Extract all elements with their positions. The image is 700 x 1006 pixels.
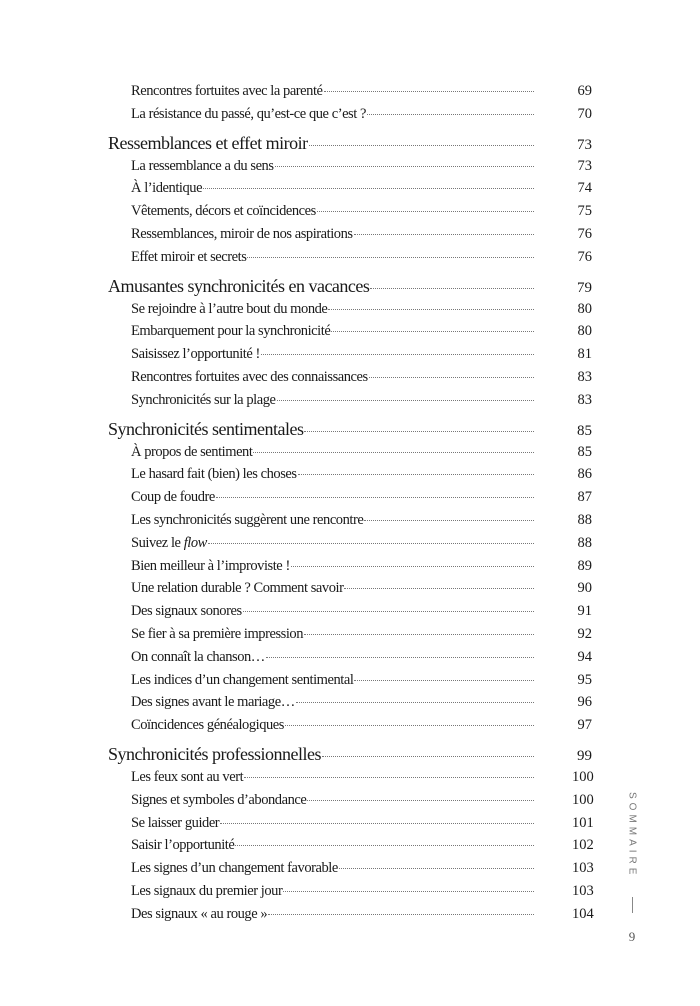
- entry-page: 103: [572, 860, 594, 877]
- toc-entry: [108, 815, 592, 838]
- divider: [632, 897, 633, 913]
- toc-entry: [108, 694, 592, 717]
- entry-title: [131, 883, 282, 900]
- entry-title-text: À l’identique: [131, 180, 203, 197]
- entry-title: [131, 226, 353, 243]
- entry-title-text: Rencontres fortuites avec des connaissances: [131, 368, 368, 385]
- entry-title: [131, 346, 260, 363]
- entry-page: 100: [572, 791, 594, 808]
- entry-title-text: À propos de sentiment: [131, 443, 253, 460]
- entry-title-text: Des signaux « au rouge »: [131, 905, 268, 922]
- entry-title: [131, 626, 303, 643]
- entry-title-text: Signes et symboles d’abondance: [131, 791, 307, 808]
- entry-title-text: La résistance du passé, qu’est-ce que c’est ?: [131, 105, 366, 122]
- entry-title: [131, 860, 338, 877]
- entry-title-text: Les signes d’un changement favorable: [131, 860, 338, 877]
- entry-title: [131, 180, 202, 197]
- dot-leader: [253, 452, 534, 453]
- entry-title-text: Amusantes synchronicités en vacances: [108, 275, 370, 296]
- entry-title: [131, 392, 276, 409]
- entry-title: [131, 672, 353, 689]
- entry-title: [131, 444, 252, 461]
- dot-leader: [285, 725, 534, 726]
- toc-entry: [108, 769, 592, 792]
- entry-page: 75: [577, 203, 592, 220]
- entry-title-text: La ressemblance a du sens: [131, 157, 274, 174]
- table-of-contents: [108, 83, 592, 929]
- dot-leader: [354, 680, 534, 681]
- entry-page: 76: [577, 248, 592, 265]
- entry-title: [131, 906, 267, 923]
- toc-entry: [108, 860, 592, 883]
- entry-title-text: Se fier à sa première impression: [131, 625, 304, 642]
- toc-entry: [108, 466, 592, 489]
- dot-leader: [283, 891, 534, 892]
- entry-page: 97: [577, 717, 592, 734]
- entry-title: [108, 419, 303, 440]
- entry-title: [131, 106, 366, 123]
- entry-title-text: Se rejoindre à l’autre bout du monde: [131, 300, 328, 317]
- dot-leader: [298, 474, 534, 475]
- entry-page: 101: [572, 814, 594, 831]
- dot-leader: [304, 634, 534, 635]
- entry-title-text: Une relation durable ? Comment savoir: [131, 580, 344, 597]
- entry-title: [108, 276, 369, 297]
- entry-page: 70: [577, 105, 592, 122]
- entry-page: 91: [577, 603, 592, 620]
- entry-title-italic: flow: [183, 534, 207, 551]
- entry-title-text: Suivez le: [131, 534, 184, 551]
- entry-title: [131, 203, 316, 220]
- entry-title: [131, 489, 215, 506]
- toc-entry: [108, 158, 592, 181]
- dot-leader: [243, 611, 534, 612]
- toc-entry: [108, 649, 592, 672]
- toc-chapter: [108, 744, 592, 769]
- section-label: SOMMAIRE: [626, 792, 638, 879]
- page-number: 9: [628, 929, 636, 945]
- entry-title-text: Vêtements, décors et coïncidences: [131, 203, 316, 220]
- entry-title: [131, 558, 290, 575]
- entry-title: [131, 837, 234, 854]
- entry-title: [131, 83, 323, 100]
- entry-title-text: Les indices d’un changement sentimental: [131, 671, 354, 688]
- entry-page: 69: [577, 83, 592, 99]
- entry-page: 100: [572, 768, 594, 785]
- toc-entry: [108, 512, 592, 535]
- entry-title-text: Embarquement pour la synchronicité: [131, 323, 331, 340]
- entry-title-text: Effet miroir et secrets: [131, 248, 247, 265]
- toc-entry: [108, 717, 592, 740]
- dot-leader: [317, 211, 534, 212]
- entry-page: 92: [577, 625, 592, 642]
- dot-leader: [354, 234, 534, 235]
- dot-leader: [268, 914, 534, 915]
- entry-title: [131, 649, 265, 666]
- dot-leader: [322, 756, 534, 757]
- entry-title-text: On connaît la chanson…: [131, 648, 265, 665]
- entry-page: 80: [577, 323, 592, 340]
- entry-page: 94: [577, 648, 592, 665]
- entry-title: [131, 769, 243, 786]
- entry-title-text: Des signaux sonores: [131, 603, 242, 620]
- dot-leader: [247, 257, 534, 258]
- toc-entry: [108, 249, 592, 272]
- dot-leader: [344, 588, 534, 589]
- entry-page: 99: [577, 747, 592, 764]
- dot-leader: [296, 702, 534, 703]
- entry-page: 73: [577, 136, 592, 153]
- entry-page: 95: [577, 671, 592, 688]
- entry-title-text: Le hasard fait (bien) les choses: [131, 466, 297, 483]
- entry-title: [131, 694, 295, 711]
- toc-entry: [108, 603, 592, 626]
- entry-page: 87: [577, 489, 592, 506]
- entry-title-text: Synchronicités sentimentales: [108, 418, 304, 439]
- entry-title: [131, 369, 368, 386]
- toc-entry: [108, 226, 592, 249]
- dot-leader: [328, 309, 534, 310]
- entry-page: 88: [577, 511, 592, 528]
- toc-entry: [108, 83, 592, 106]
- toc-chapter: [108, 419, 592, 444]
- dot-leader: [203, 188, 534, 189]
- entry-title: [108, 744, 321, 765]
- toc-entry: [108, 489, 592, 512]
- entry-title-text: Saisir l’opportunité: [131, 837, 235, 854]
- toc-entry: [108, 444, 592, 467]
- entry-title-text: Coup de foudre: [131, 489, 215, 506]
- entry-title-text: Synchronicités sur la plage: [131, 391, 276, 408]
- entry-title: [131, 535, 207, 552]
- entry-title: [131, 512, 363, 529]
- dot-leader: [331, 331, 534, 332]
- toc-entry: [108, 672, 592, 695]
- entry-title: [131, 580, 343, 597]
- toc-entry: [108, 626, 592, 649]
- toc-entry: [108, 180, 592, 203]
- toc-entry: [108, 392, 592, 415]
- dot-leader: [208, 543, 534, 544]
- entry-page: 104: [572, 905, 594, 922]
- entry-page: 80: [577, 300, 592, 317]
- entry-title: [108, 133, 308, 154]
- entry-page: 96: [577, 694, 592, 711]
- entry-page: 81: [577, 346, 592, 363]
- toc-entry: [108, 323, 592, 346]
- entry-page: 73: [577, 157, 592, 174]
- entry-title: [131, 158, 274, 175]
- entry-title: [131, 249, 246, 266]
- toc-entry: [108, 301, 592, 324]
- dot-leader: [339, 868, 534, 869]
- entry-title-text: Se laisser guider: [131, 814, 220, 831]
- dot-leader: [304, 431, 534, 432]
- dot-leader: [277, 400, 535, 401]
- dot-leader: [266, 657, 534, 658]
- side-running-head: [622, 792, 642, 945]
- entry-title-text: Bien meilleur à l’improviste !: [131, 557, 290, 574]
- entry-title: [131, 466, 297, 483]
- toc-entry: [108, 837, 592, 860]
- entry-title-text: Les feux sont au vert: [131, 768, 244, 785]
- dot-leader: [235, 845, 534, 846]
- toc-entry: [108, 369, 592, 392]
- toc-chapter: [108, 276, 592, 301]
- entry-title: [131, 717, 284, 734]
- entry-title: [131, 603, 242, 620]
- dot-leader: [364, 520, 534, 521]
- entry-page: 83: [577, 391, 592, 408]
- entry-title-text: Ressemblances et effet miroir: [108, 132, 308, 153]
- dot-leader: [291, 566, 534, 567]
- entry-title-text: Synchronicités professionnelles: [108, 743, 321, 764]
- entry-title: [131, 301, 327, 318]
- entry-page: 103: [572, 882, 594, 899]
- entry-page: 86: [577, 466, 592, 483]
- entry-title: [131, 323, 330, 340]
- dot-leader: [275, 166, 534, 167]
- entry-page: 85: [577, 422, 592, 439]
- entry-page: 89: [577, 557, 592, 574]
- dot-leader: [216, 497, 534, 498]
- entry-title-text: Rencontres fortuites avec la parenté: [131, 83, 323, 99]
- entry-title-text: Coïncidences généalogiques: [131, 717, 284, 734]
- dot-leader: [324, 91, 534, 92]
- entry-title-text: Des signes avant le mariage…: [131, 694, 295, 711]
- toc-entry: [108, 535, 592, 558]
- dot-leader: [367, 114, 534, 115]
- entry-title-text: Saisissez l’opportunité !: [131, 346, 260, 363]
- dot-leader: [244, 777, 534, 778]
- entry-title: [131, 815, 219, 832]
- entry-title-text: Les synchronicités suggèrent une rencontre: [131, 511, 364, 528]
- toc-entry: [108, 203, 592, 226]
- entry-title-text: Les signaux du premier jour: [131, 882, 283, 899]
- toc-entry: [108, 346, 592, 369]
- entry-page: 79: [577, 279, 592, 296]
- entry-page: 83: [577, 368, 592, 385]
- toc-entry: [108, 580, 592, 603]
- entry-page: 88: [577, 534, 592, 551]
- toc-entry: [108, 906, 592, 929]
- entry-page: 85: [577, 443, 592, 460]
- dot-leader: [309, 145, 534, 146]
- entry-title-text: Ressemblances, miroir de nos aspirations: [131, 225, 353, 242]
- dot-leader: [369, 377, 534, 378]
- dot-leader: [307, 800, 534, 801]
- entry-page: 90: [577, 580, 592, 597]
- dot-leader: [370, 288, 534, 289]
- entry-title: [131, 792, 306, 809]
- entry-page: 102: [572, 837, 594, 854]
- dot-leader: [220, 823, 534, 824]
- entry-page: 74: [577, 180, 592, 197]
- toc-entry: [108, 883, 592, 906]
- toc-entry: [108, 106, 592, 129]
- entry-page: 76: [577, 225, 592, 242]
- toc-entry: [108, 792, 592, 815]
- toc-chapter: [108, 133, 592, 158]
- dot-leader: [261, 354, 534, 355]
- toc-entry: [108, 558, 592, 581]
